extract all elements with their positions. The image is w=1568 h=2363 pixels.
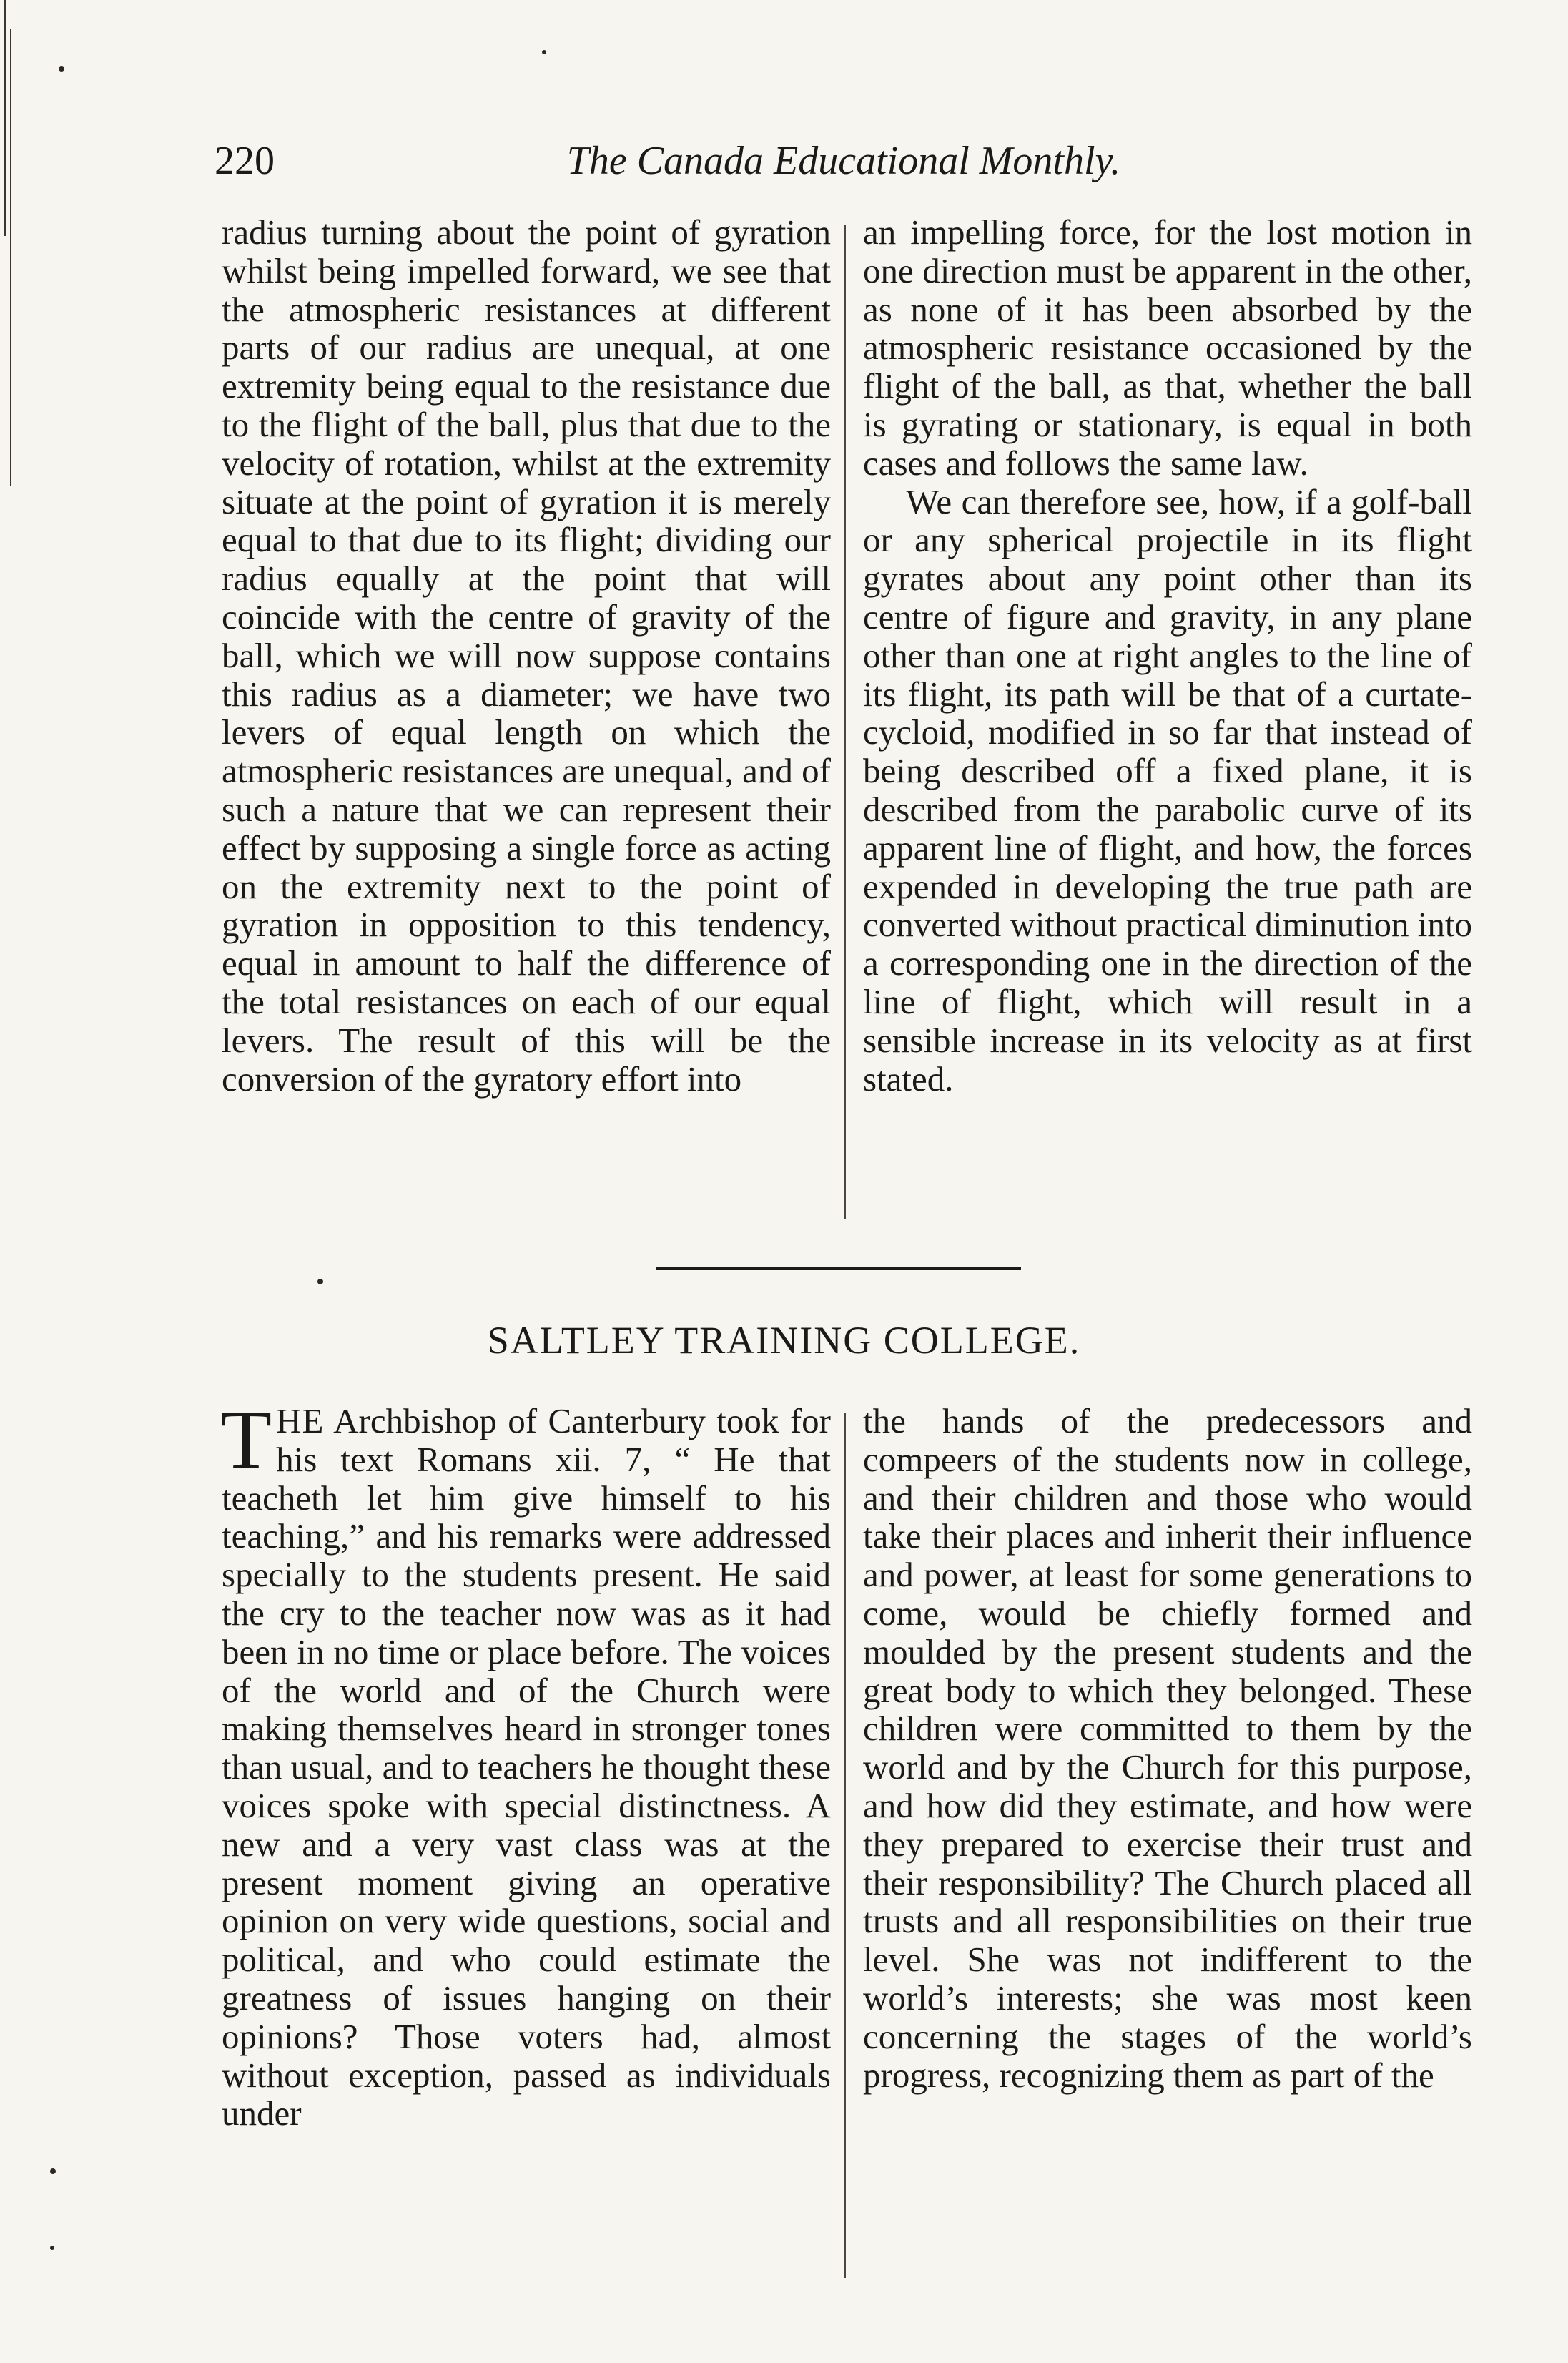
ink-speck (59, 66, 64, 72)
saltley-article-left-column (220, 1392, 831, 2133)
saltley-article-right-text: the hands of the predecessors and compeers of the students now in college, and their children and those who would take their places and inherit their influence and power, at least for some generations to come, would be chiefly formed and moulded by the present students and the great body to which they belonged. These children were committed to them by the world and by the Church for this purpose, and how did they estimate, and how were they prepared to exercise their trust and their responsibility? The Church placed all trusts and all responsibilities on their true level. She was not indifferent to the world’s interests; she was most keen concerning the stages of the world’s progress, recognizing them as part of the (863, 1401, 1472, 2095)
article-heading: SALTLEY TRAINING COLLEGE. (487, 1319, 1081, 1362)
binding-edge-line (10, 29, 11, 486)
saltley-article-right-column (863, 1402, 1472, 2094)
continued-article-right-paragraph-2: We can therefore see, how, if a golf-ball or any spherical projectile in its flight gyrates about any point other than its centre of figure and gravity, in any plane other than one at right angles to the line of its flight, its path will be that of a curtate-cycloid, modified in so far that instead of being described off a fixed plane, it is described from the parabolic curve of its apparent line of flight, and how, the forces expended in developing the true path are converted without practical diminution into a corresponding one in the direction of the line of flight, which will result in a sensible increase in its velocity as at first stated. (863, 481, 1472, 1099)
running-head (215, 136, 1473, 186)
drop-cap: T (220, 1392, 272, 1486)
continued-article-right-paragraph-1: an impelling force, for the lost motion in one direction must be apparent in the other, as none of it has been absorbed by the atmospheric resistance occasioned by the flight of the ball, as that, whether the ball is gyrating or stationary, is equal in both cases and follows the same law. (863, 212, 1472, 483)
ink-speck (50, 2246, 54, 2250)
column-divider (844, 225, 846, 1219)
ink-speck (50, 2168, 56, 2174)
continued-article-right-column (863, 213, 1472, 1098)
opening-word-rest: HE (276, 1401, 325, 1440)
saltley-article-left-text (220, 1392, 831, 2133)
saltley-article-left-body: Archbishop of Canterbury took for his text Romans xii. 7, “ He that teacheth let him give himself to his teaching,” and his remarks were addressed specially to the students present. He said the cry to the teacher now was as it had been in no time or place before. The voices of the world and of the Church were making themselves heard in stronger tones than usual, and to teachers he thought these voices spoke with special distinctness. A new and a very vast class was at the present moment giving an operative opinion on very wide questions, social and political, and who could estimate the greatness of issues hanging on their opinions? Those voters had, almost without exception, passed as individuals under (222, 1401, 831, 2133)
binding-edge-line (4, 0, 6, 236)
continued-article-left-column (222, 213, 831, 1098)
journal-title: The Canada Educational Monthly. (566, 139, 1121, 183)
ink-speck (542, 50, 546, 54)
ink-speck (317, 1279, 323, 1284)
column-divider (844, 1413, 846, 2278)
section-divider-rule (656, 1267, 1021, 1270)
page-number: 220 (215, 139, 275, 183)
continued-article-left-text: radius turning about the point of gyration whilst being impelled forward, we see that the atmospheric resistances at different parts of our radius are unequal, at one extremity being equal to the resistance due to the flight of the ball, plus that due to the velocity of rotation, whilst at the extremity situate at the point of gyration it is merely equal to that due to its flight; dividing our radius equally at the point that will coincide with the centre of gravity of the ball, which we will now suppose contains this radius as a diameter; we have two levers of equal length on which the atmospheric resistances are unequal, and of such a nature that we can represent their effect by supposing a single force as acting on the extremity next to the point of gyration in opposition to this tendency, equal in amount to half the difference of the total resistances on each of our equal levers. The result of this will be the conversion of the gyratory effort into (222, 212, 831, 1099)
